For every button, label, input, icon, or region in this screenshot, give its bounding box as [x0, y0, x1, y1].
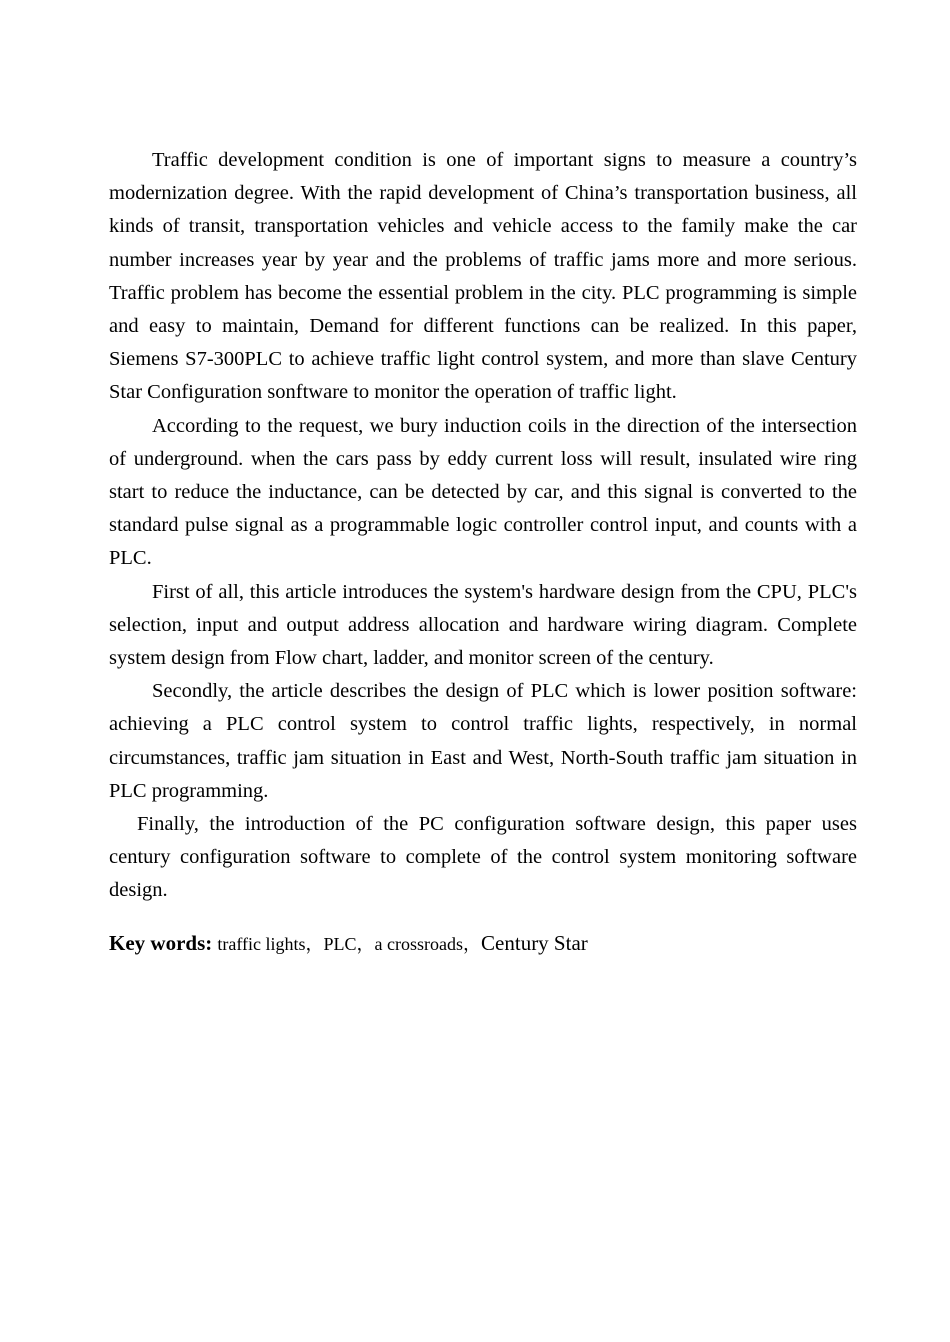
abstract-paragraph-5: Finally, the introduction of the PC configuration software design, this paper uses century configuration software to complete of the control system monitoring software design. — [109, 813, 857, 902]
keywords-label: Key words: — [109, 930, 213, 955]
keyword-item: a crossroads — [374, 933, 464, 954]
keyword-separator: ， — [463, 933, 482, 954]
keyword-separator: ， — [356, 933, 375, 954]
abstract-paragraph-2: According to the request, we bury induction coils in the direction of the intersection of underground. when the cars pass by eddy current loss will result, insulated wire ring start to reduce the inductance, can be detected by car, and this signal is converted to the standard pulse signal as a programmable logic controller control input, and counts with a PLC. — [109, 414, 857, 570]
keyword-separator: ， — [305, 933, 324, 954]
keywords-line — [109, 927, 857, 961]
abstract-paragraph-1: Traffic development condition is one of important signs to measure a country’s modernization degree. With the rapid development of China’s transportation business, all kinds of transit, transportation vehicles and vehicle access to the family make the car number increases year by year and the problems of traffic jams more and more serious. Traffic problem has become the essential problem in the city. PLC programming is simple and easy to maintain, Demand for different functions can be realized. In this paper, Siemens S7-300PLC to achieve traffic light control system, and more than slave Century Star Configuration sonftware to monitor the operation of traffic light. — [109, 149, 857, 404]
document-page — [109, 144, 857, 961]
abstract-paragraph-4: Secondly, the article describes the design of PLC which is lower position software: achieving a PLC control system to control traffic lights, respectively, in normal circumstances, traffic jam situation in East and West, North-South traffic jam situation in PLC programming. — [109, 680, 857, 802]
keyword-item: PLC — [323, 933, 357, 954]
abstract-paragraph-3: First of all, this article introduces the system's hardware design from the CPU, PLC's selection, input and output address allocation and hardware wiring diagram. Complete system design from Flow chart, ladder, and monitor screen of the century. — [109, 580, 857, 670]
keyword-item: Century Star — [481, 930, 588, 955]
keyword-item: traffic lights — [217, 933, 306, 954]
